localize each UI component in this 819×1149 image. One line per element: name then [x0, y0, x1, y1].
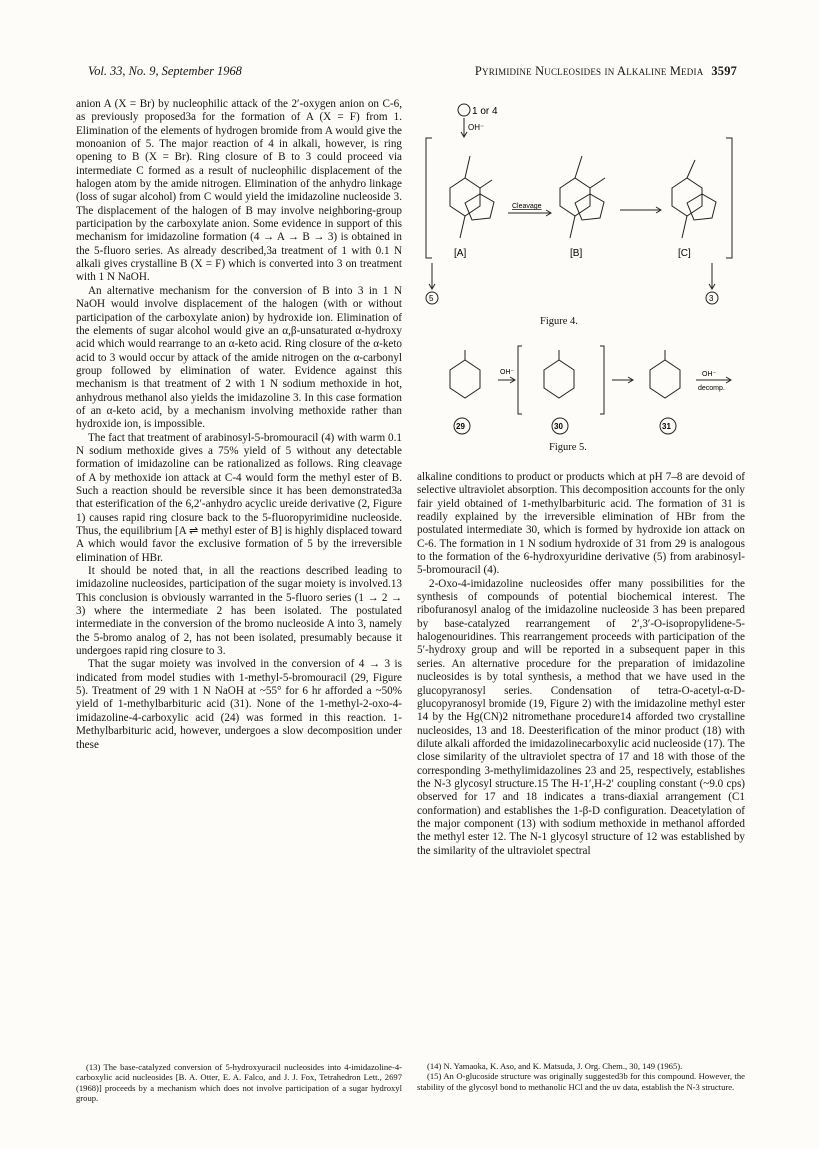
page-header — [88, 64, 737, 84]
product-5-label: 5 — [429, 294, 434, 303]
cleavage-label: Cleavage — [512, 203, 542, 210]
bracket-right — [600, 346, 604, 414]
intermediate-b-label: [B] — [570, 248, 583, 259]
intermediate-c-label: [C] — [678, 248, 691, 259]
bracket-left — [426, 138, 432, 258]
structure-31 — [650, 350, 680, 398]
reagent-label: OH⁻ — [500, 369, 515, 376]
paragraph: That the sugar moiety was involved in the conversion of 4 → 3 is indicated from model studies with 1-methyl-5-bromouracil (29, Figure 5). Treatment of 29 with 1 N NaOH at ~55° for 6 hr afforded a ~50% yield of 1-methylbarbituric acid (31). None of the 1-methyl-2-oxo-4-imidazoline-4-carboxylic acid (24) was formed in this reaction. 1-Methylbarbituric acid, however, undergoes a slow decomposition under these — [76, 658, 402, 751]
paragraph: The fact that treatment of arabinosyl-5-bromouracil (4) with warm 0.1 N sodium methoxide gives a 75% yield of 5 without any detectable formation of imidazoline can be rationalized as follows. Ring cleavage of A by methoxide ion attack at C-4 would form the methyl ester of B. Such a reaction should be reversible since it has been demonstrated3a that esterification of the 6,2′-anhydro acyclic ureide derivative (2, Figure 1) causes rapid ring closure back to the 5-fluoropyrimidine nucleoside. Thus, the equilibrium [A ⇌ methyl ester of B] is highly displaced toward A which would favor the exclusive formation of 5 by the irreversible elimination of HBr. — [76, 431, 402, 564]
journal-info: Vol. 33, No. 9, September 1968 — [88, 64, 242, 78]
figure-4-caption: Figure 4. — [540, 316, 578, 327]
structure-29 — [450, 350, 480, 398]
left-column — [76, 98, 402, 752]
running-title-block — [475, 64, 737, 79]
paragraph: anion A (X = Br) by nucleophilic attack of the 2′-oxygen anion on C-6, as previously proposed3a for the formation of A (X = F) from 1. Elimination of the elements of hydrogen bromide from A would give the monoanion of 5. The major reaction of 4 in alkali, however, is ring opening to B (X = Br). Ring closure of B to 3 could proceed via intermediate C formed as a result of nucleophilic displacement of the halogen atom by the amide nitrogen. Elimination of the anhydro linkage (loss of sugar alcohol) from C would yield the imidazoline nucleoside 3. The displacement of the halogen of B may involve neighboring-group participation by the carboxylate anion. Some evidence in support of this mechanism for imidazoline formation (4 → A → B → 3) is obtained in the 5-fluoro series. As already described,3a treatment of 1 with 0.1 N alkali gives crystalline B (X = F) which is converted into 3 on treatment with 1 N NaOH. — [76, 98, 402, 284]
bracket-right — [726, 138, 732, 258]
footnotes-right — [417, 1061, 745, 1092]
compound-31-label: 31 — [662, 422, 671, 431]
footnote: (14) N. Yamaoka, K. Aso, and K. Matsuda, J. Org. Chem., 30, 149 (1965). — [427, 1061, 683, 1071]
figure-4-scheme — [410, 98, 745, 332]
paragraph: alkaline conditions to product or products which at pH 7–8 are devoid of selective ultraviolet absorption. This decomposition accounts for the only fair yield obtained of 1-methylbarbituric acid. The formation of 31 is readily explained by the irreversible elimination of HBr from the postulated intermediate 30, which is formed by hydroxide ion attack on C-6. The formation in 1 N sodium hydroxide of 31 from 29 is analogous to the formation of the 6-hydroxyuridine derivative (5) from arabinosyl-5-bromouracil (4). — [417, 471, 745, 577]
start-compound-circle — [458, 104, 470, 116]
footnote: (15) An O-glucoside structure was originally suggested3b for this compound. However, the stability of the glycosyl bond to methanolic HCl and the uv data, establish the N-3 structure. — [417, 1071, 745, 1092]
structure-30 — [544, 350, 574, 398]
right-column — [417, 471, 745, 858]
compound-29-label: 29 — [456, 422, 465, 431]
footnote: (13) The base-catalyzed conversion of 5-hydroxyuracil nucleosides into 4-imidazoline-4-carboxylic acid nucleosides [B. A. Otter, E. A. Falco, and J. J. Fox, Tetrahedron Lett., 2697 (1968)] proceeds by a mechanism which does not involve participation of a sugar hydroxyl group. — [76, 1062, 402, 1104]
paragraph: An alternative mechanism for the conversion of B into 3 in 1 N NaOH would involve displacement of the halogen (with or without participation of the carboxylate anion) by hydroxide ion. Elimination of the elements of sugar alcohol would give an α,β-unsaturated α-hydroxy acid which would rearrange to an α-keto acid. Ring closure of the α-keto acid to 3 would occur by attack of the amide nitrogen on the α-carbonyl group followed by elimination of water. Evidence against this mechanism is that treatment of 2 with 1 N sodium methoxide in hot, anhydrous methanol also yields the imidazoline 3. In this case formation of an α-keto acid, by a mechanism involving methoxide rather than hydroxide ion, is impossible. — [76, 284, 402, 431]
structure-a — [450, 156, 494, 238]
bracket-left — [518, 346, 522, 414]
product-3-label: 3 — [709, 294, 714, 303]
reagent-label: OH⁻ — [702, 371, 717, 378]
structure-b — [560, 156, 605, 238]
reagent-label: OH⁻ — [468, 123, 485, 132]
figure-5-caption: Figure 5. — [549, 442, 587, 453]
intermediate-a-label: [A] — [454, 248, 467, 259]
paragraph: It should be noted that, in all the reactions described leading to imidazoline nucleosides, participation of the sugar moiety is involved.13 This conclusion is obviously warranted in the 5-fluoro series (1 → 2 → 3) where the intermediate 2 has been isolated. The postulated intermediate in the conversion of the bromo nucleoside A into 3, namely the 5-bromo analog of 2, has not been isolated, presumably because it undergoes rapid ring closure to 3. — [76, 565, 402, 658]
footnotes-left — [76, 1061, 402, 1104]
page-number: 3597 — [711, 64, 737, 78]
start-label: 1 or 4 — [472, 106, 498, 117]
paragraph: 2-Oxo-4-imidazoline nucleosides offer many possibilities for the synthesis of compounds of potential biochemical interest. The ribofuranosyl analog of the imidazoline nucleoside 3 has been prepared by base-catalyzed rearrangement of 2′,3′-O-isopropylidene-5-halogenouridines. This rearrangement proceeds with participation of the 5′-hydroxy group and will be reported in a subsequent paper in this series. An alternative procedure for the preparation of imidazoline nucleosides is by total synthesis, a method that we have used in the glucopyranosyl series. Condensation of tetra-O-acetyl-α-D-glucopyranosyl bromide (19, Figure 2) with the imidazoline methyl ester 14 by the Hg(CN)2 nitromethane procedure14 afforded two crystalline nucleosides, 13 and 18. Deesterification of the minor product (18) with dilute alkali afforded the imidazolinecarboxylic acid nucleoside (17). The close similarity of the ultraviolet spectra of 17 and 18 with those of the corresponding 3-methylimidazolines 23 and 25, respectively, establishes the N-3 glycosyl structure.15 The H-1′,H-2′ coupling constant (~9.0 cps) observed for 17 and 18 indicates a trans-diaxial arrangement (C1 conformation) and establishes the 1-β-D configuration. Deacetylation of the major component (13) with sodium methoxide in methanol afforded the methyl ester 12. The N-1 glycosyl structure of 12 was established by the similarity of the ultraviolet spectral — [417, 577, 745, 857]
figure-4 — [410, 98, 745, 332]
figure-5-scheme — [410, 340, 745, 440]
structure-c — [672, 160, 716, 238]
compound-30-label: 30 — [554, 422, 563, 431]
running-title: Pyrimidine Nucleosides in Alkaline Media — [474, 64, 704, 78]
figure-5 — [410, 340, 745, 458]
decomp-label: decomp. — [698, 385, 725, 392]
